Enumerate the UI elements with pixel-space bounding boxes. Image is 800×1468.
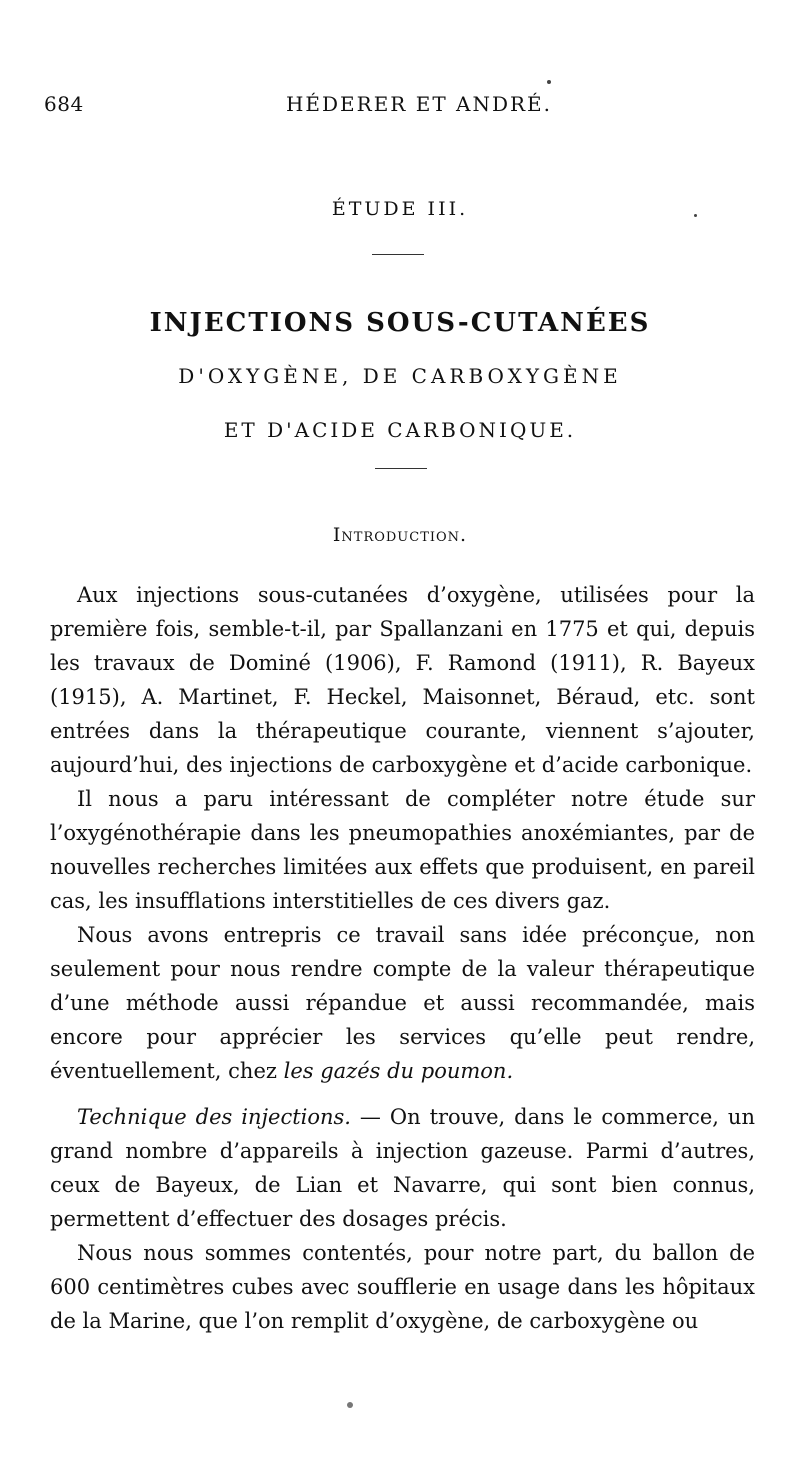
section-divider xyxy=(375,468,427,469)
section-heading: Introduction. xyxy=(332,524,468,546)
printer-dot xyxy=(547,80,551,84)
paragraph-text: — On trouve, dans le commerce, un grand nombre d’appareils à injection gazeuse. Parmi d’autres, ceux de Bayeux, de Lian et Navarre, qui sont bien connus, permettent d’effectuer des dosages précis. xyxy=(50,1105,755,1231)
article-title-line-2: D'OXYGÈNE, DE CARBOXYGÈNE xyxy=(178,364,622,388)
paragraph: Il nous a paru intéressant de compléter notre étude sur l’oxygénothérapie dans les pneumopathies anoxémiantes, par de nouvelles recherches limitées aux effets que produisent, en pareil cas, les insufflations interstitielles de ces divers gaz. xyxy=(50,787,755,913)
title-divider xyxy=(372,254,424,255)
paragraph: Nous nous sommes contentés, pour notre part, du ballon de 600 centimètres cubes avec soufflerie en usage dans les hôpitaux de la Marine, que l’on remplit d’oxygène, de carboxygène ou xyxy=(50,1241,755,1333)
subsection-heading: Technique des injections. xyxy=(77,1105,351,1129)
running-title: HÉDERER ET ANDRÉ. xyxy=(285,92,553,116)
paragraph xyxy=(50,1100,755,1236)
body-text xyxy=(50,578,755,1338)
paragraph: Aux injections sous-cutanées d’oxygène, utilisées pour la première fois, semble-t-il, par Spallanzani en 1775 et qui, depuis les travaux de Dominé (1906), F. Ramond (1911), R. Bayeux (1915), A. Martinet, F. Heckel, Maisonnet, Béraud, etc. sont entrées dans la thérapeutique courante, viennent s’ajouter, aujourd’hui, des injections de carboxygène et d’acide carbonique. xyxy=(50,583,755,777)
printer-dot xyxy=(347,1402,353,1408)
article-title-line-1: INJECTIONS SOUS-CUTANÉES xyxy=(149,308,651,338)
paragraph-text: Nous avons entrepris ce travail sans idée préconçue, non seulement pour nous rendre compte de la valeur thérapeutique d’une méthode aussi répandue et aussi recommandée, mais encore pour apprécier les services qu’elle peut rendre, éventuellement, chez xyxy=(50,923,755,1083)
page-number: 684 xyxy=(44,92,84,116)
paragraph xyxy=(50,918,755,1088)
article-title-line-3: ET D'ACIDE CARBONIQUE. xyxy=(223,418,577,442)
running-header xyxy=(44,92,754,122)
emphasis-text: les gazés du poumon. xyxy=(283,1059,514,1083)
study-label: ÉTUDE III. xyxy=(331,198,469,220)
